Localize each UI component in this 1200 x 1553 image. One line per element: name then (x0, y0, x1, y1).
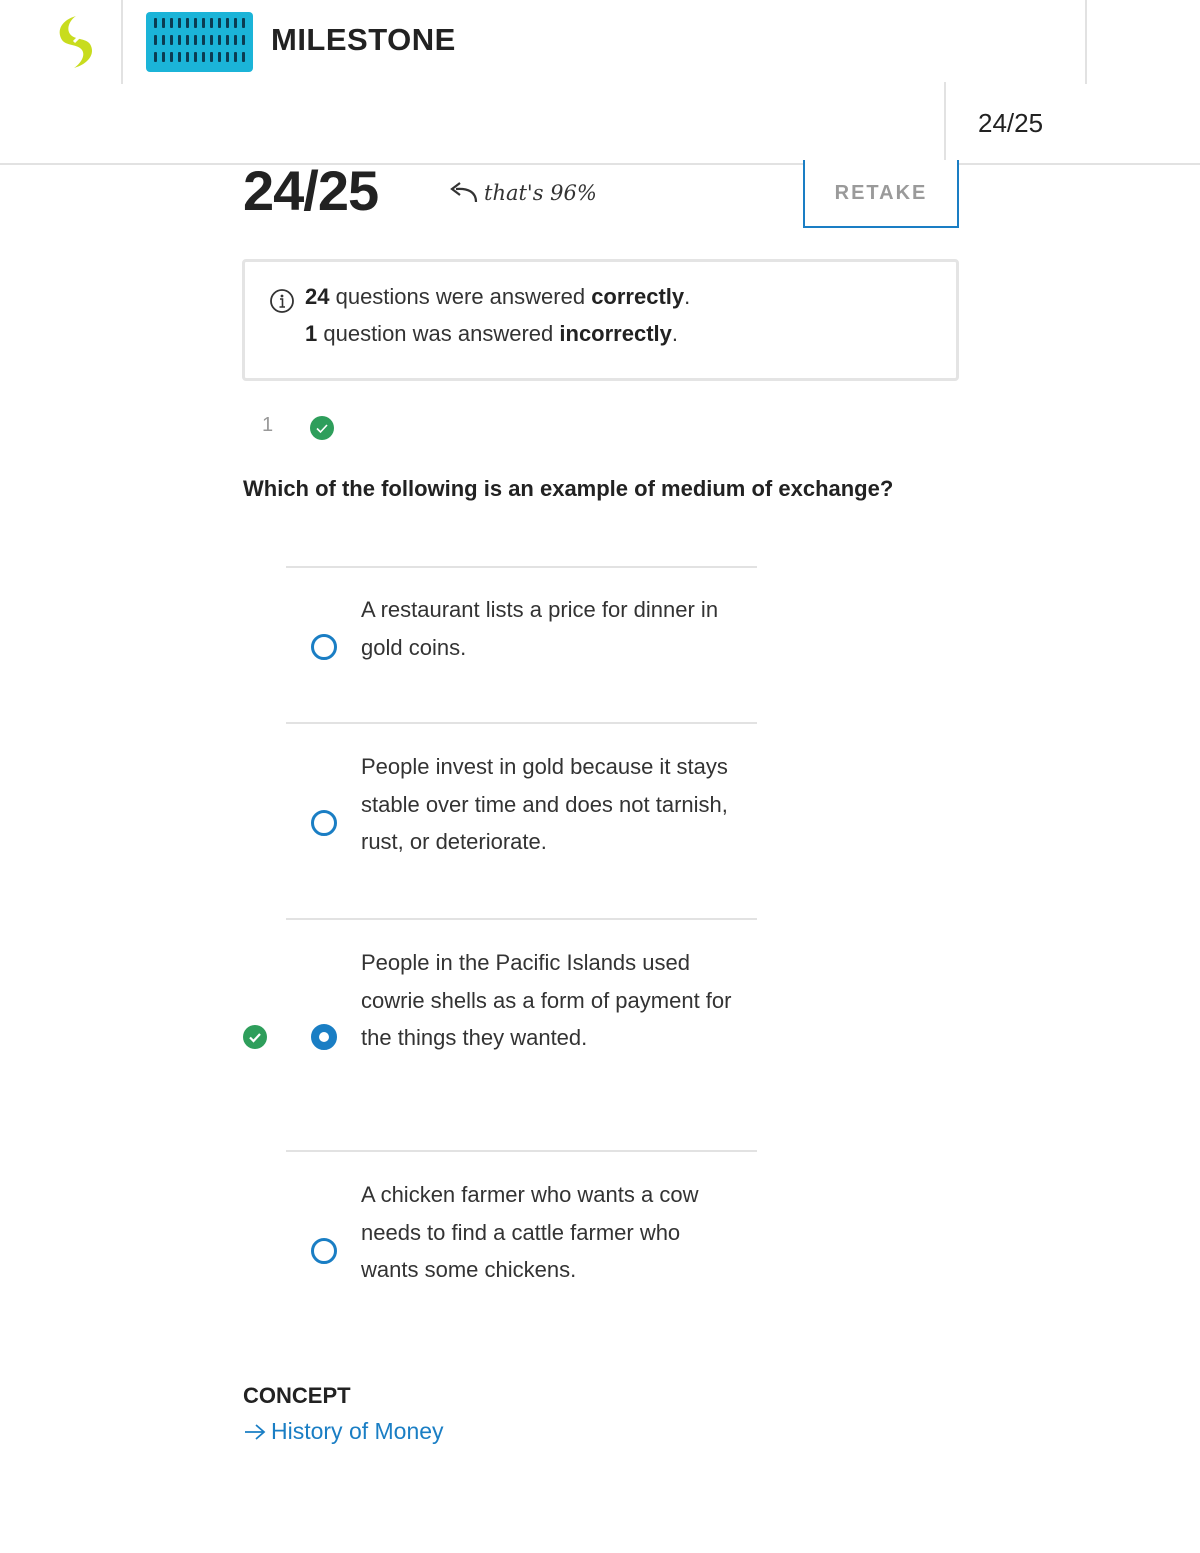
option-radio-3[interactable] (311, 1024, 337, 1050)
milestone-badge-icon (146, 12, 253, 72)
badge-tick (218, 18, 221, 28)
badge-tick (210, 52, 213, 62)
badge-tick (242, 18, 245, 28)
badge-tick (202, 18, 205, 28)
retake-button[interactable]: RETAKE (803, 160, 959, 228)
score-value: 24/25 (243, 159, 379, 222)
concept-link[interactable] (243, 1418, 444, 1445)
badge-tick (202, 52, 205, 62)
badge-tick (218, 52, 221, 62)
correct-summary: 24 questions were answered correctly. (305, 284, 691, 309)
badge-tick (202, 35, 205, 45)
arrow-right-icon (243, 1422, 267, 1442)
badge-tick (194, 52, 197, 62)
correct-check-icon (309, 415, 335, 441)
badge-tick (178, 35, 181, 45)
header-divider (1085, 0, 1087, 84)
badge-tick (170, 35, 173, 45)
badge-tick (178, 52, 181, 62)
badge-tick (162, 18, 165, 28)
header-divider (121, 0, 123, 84)
option-text-3[interactable]: People in the Pacific Islands used cowrie shells as a form of payment for the things they wanted. (361, 950, 732, 1050)
badge-tick (242, 35, 245, 45)
badge-tick (218, 35, 221, 45)
option-radio-1[interactable] (311, 634, 337, 660)
badge-tick (226, 52, 229, 62)
option-radio-2[interactable] (311, 810, 337, 836)
incorrect-summary: 1 question was answered incorrectly. (305, 321, 679, 346)
info-icon (269, 288, 295, 314)
badge-tick (170, 18, 173, 28)
badge-tick (226, 35, 229, 45)
results-summary (242, 259, 959, 381)
badge-tick (234, 52, 237, 62)
badge-tick (226, 18, 229, 28)
badge-tick (170, 52, 173, 62)
question-text: Which of the following is an example of medium of exchange? (243, 476, 894, 501)
option-divider (286, 918, 757, 920)
badge-tick (154, 18, 157, 28)
header-score: 24/25 (978, 108, 1044, 138)
header-divider (944, 82, 946, 164)
percent-note (446, 180, 597, 206)
option-text-1[interactable]: A restaurant lists a price for dinner in gold coins. (361, 597, 719, 660)
badge-tick (154, 35, 157, 45)
app-header (0, 0, 1200, 165)
option-divider (286, 1150, 757, 1152)
badge-tick (242, 52, 245, 62)
brand-title: MILESTONE (271, 22, 456, 57)
option-divider (286, 722, 757, 724)
concept-label: CONCEPT (243, 1383, 351, 1408)
badge-tick (178, 18, 181, 28)
sophia-logo-icon[interactable] (52, 14, 100, 70)
question-number: 1 (262, 414, 274, 436)
option-text-4[interactable]: A chicken farmer who wants a cow needs to find a cattle farmer who wants some chickens. (361, 1182, 699, 1282)
badge-tick (186, 52, 189, 62)
badge-tick (186, 35, 189, 45)
curved-arrow-icon (446, 180, 480, 206)
percent-text: that's 96% (484, 181, 597, 205)
correct-answer-check-icon (242, 1024, 268, 1050)
concept-link-text[interactable]: History of Money (271, 1418, 444, 1444)
badge-tick (210, 18, 213, 28)
option-radio-4[interactable] (311, 1238, 337, 1264)
badge-tick (154, 52, 157, 62)
badge-tick (162, 52, 165, 62)
badge-tick (234, 35, 237, 45)
badge-tick (194, 18, 197, 28)
badge-tick (186, 18, 189, 28)
option-divider (286, 566, 757, 568)
badge-tick (194, 35, 197, 45)
option-text-2[interactable]: People invest in gold because it stays stable over time and does not tarnish, rust, or deteriorate. (361, 754, 728, 854)
badge-tick (210, 35, 213, 45)
badge-tick (162, 35, 165, 45)
header-bottom-border (0, 163, 1200, 165)
badge-tick (234, 18, 237, 28)
